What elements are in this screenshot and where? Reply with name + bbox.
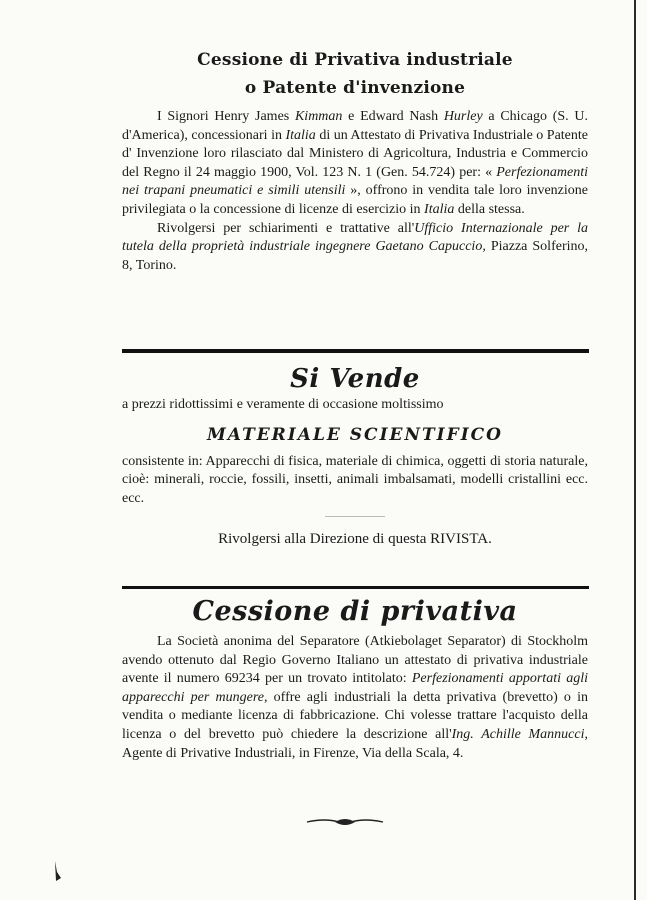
notice-title-line2: o Patente d'invenzione [244,78,466,98]
italic-run: Ing. Achille Mannucci [451,726,585,742]
text-run: La Società anonima del Separatore (Atkiebolaget Separator) di Stockholm avendo ottenuto dal Regio Governo Italiano un attestato di privativa industriale avente il numero 69234 per un trovato intitolato: [122,634,588,687]
italic-run: Italia [285,127,316,143]
text-run: a Chicago (S. U. d'America), concessionari in [122,109,588,143]
italic-run: Ufficio Internazionale per la tutela della proprietà industriale ingegnere Gaetano Capuccio, [122,220,589,255]
sale-heading: MATERIALE SCIENTIFICO [206,424,503,445]
notice-title-line1: Cessione di Privativa industriale [197,50,513,70]
scan-mark [52,860,64,882]
cession-title: Cessione di privativa [192,596,518,627]
text-run: , offre agli industriali la detta privativa (brevetto) o in vendita o mediante licenza di fabbricazione. Chi volesse trattare l'acquisto della licenza o del brevetto può chiedere la descrizione all' [122,689,588,742]
text-run: e Edward Nash [342,109,444,124]
cession-paragraph [122,633,588,763]
text-run: », offrono in vendita tale loro invenzione privilegiata o la concessione di licenze di esercizio in [122,183,588,217]
cessione-privativa-notice [122,596,588,763]
italic-run: Hurley [443,109,483,124]
sale-body: consistente in: Apparecchi di fisica, materiale di chimica, oggetti di storia naturale, cioè: minerali, roccie, fossili, insetti, animali imbalsamati, modelli cristallini ecc. ecc. [122,453,588,506]
sale-contact: Rivolgersi alla Direzione di questa RIVISTA. [218,531,492,548]
text-run: , Agente di Privative Industriali, in Firenze, Via della Scala, 4. [122,726,588,761]
sale-title: Si Vende [290,364,420,394]
notice-paragraph [122,108,588,220]
italic-run: Perfezionamenti nei trapani pneumatici e simili utensili [122,164,588,199]
small-dash-divider [325,516,385,517]
text-run: di un Attestato di Privativa Industriale o Patente d' Invenzione loro rilasciato dal Ministero di Agricoltura, Industria e Commercio del Regno il 24 maggio 1900, Vol. 123 N. 1 (Gen. 54.724) per: « [122,127,588,180]
section-divider [122,586,589,589]
ornament-divider [305,815,385,829]
section-divider [122,349,589,353]
text-run: Rivolgersi per schiarimenti e trattative all' [157,220,415,236]
page-edge-line [634,0,636,900]
text-run: I Signori Henry James [157,109,295,124]
italic-run: Kimman [294,109,343,124]
text-run: Piazza Solferino, 8, Torino. [122,239,588,273]
italic-run: Italia [424,201,455,217]
italic-run: Perfezionamenti apportati agli apparecchi per mungere [122,671,588,705]
notice-contact-paragraph [122,220,588,276]
si-vende-notice [122,364,588,548]
sale-subtitle: a prezzi ridottissimi e veramente di occasione moltissimo [122,397,444,412]
text-run: della stessa. [454,201,525,217]
privativa-industriale-notice [122,46,588,275]
